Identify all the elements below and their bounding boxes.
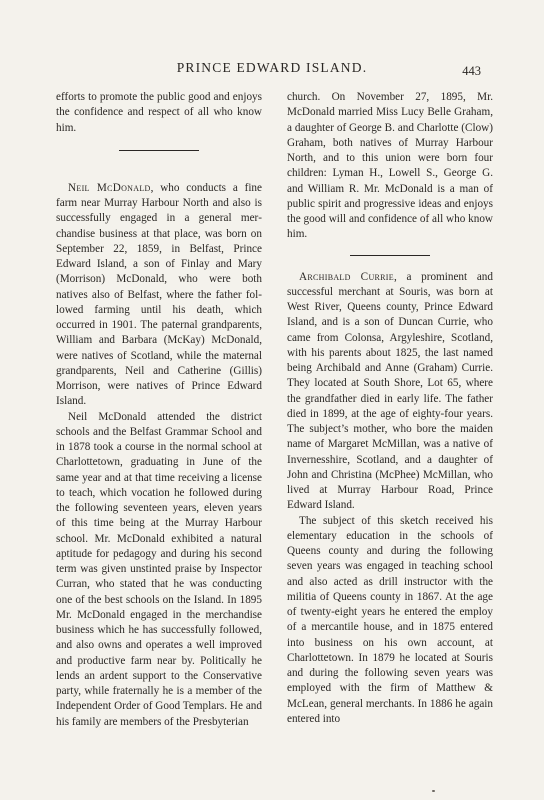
subject-name: Archibald Currie bbox=[299, 270, 394, 283]
currie-bio-paragraph-2: The subject of this sketch received his elementary education in the schools of Queens county and during the following seven years was engaged in teaching school and also acted as drill instructor with the militia of Queens county in 1867. At the age of twenty-eight years he entered the employ of a mercantile house, and in 1875 entered into business on his own account, at Charlottetown. In 1879 he located at Souris and during the following seven years was employed with the firm of Matthew & McLean, general merchants. In 1886 he again entered into bbox=[287, 514, 493, 725]
print-speck bbox=[432, 790, 435, 792]
paragraph-text: , who conducts a fine farm near Murray Harbour North and also is successfully engaged in a general merchandise business at that place, was born on September 22, 1859, in Belfast, Prince Edward Island, a son of Finlay and Mary (Morrison) McDonald, who were both natives also of Belfast, where the father followed farming until his death, which occurred in 1901. The paternal grandparents, William and Barbara (McKay) McDonald, were natives of Scotland, while the maternal grandparents, Neil and Catherine (Gillis) Morrison, were natives of Prince Edward Island. bbox=[56, 181, 262, 408]
section-divider bbox=[119, 150, 199, 151]
mcdonald-bio-paragraph-2: Neil McDonald attended the district schools and the Belfast Grammar School and in 1878 took a course in the normal school at Charlottetown, graduating in June of the same year and at that time receiving a license to teach, which vocation he followed during the following seventeen years, eleven years of this time being at the Murray Harbour school. Mr. McDonald exhibited a natural aptitude for pedagogy and during his second term was given unstinted praise by Inspector Curran, who stated that he was conducting one of the best schools on the Island. In 1895 Mr. McDonald engaged in the merchandise business which he has successfully followed, and also owns and operates a well improved and productive farm near by. Politically he lends an ardent support to the Conservative party, while fraternally he is a member of the Independent Order of Good Templars. He and his family are members of the Presbyterian bbox=[56, 410, 262, 728]
paragraph-text: , a prominent and successful merchant at Souris, was born at West River, Queens county, Prince Edward Island, and is a son of Duncan Currie, who came from Colonsa, Argyleshire, Scotland, with his parents about 1825, the last named being Archibald and Anne (Graham) Currie. They located at South Shore, Lot 65, where the grandfather died in early life. The father died in 1899, at the age of eighty-four years. The subject’s mother, who bore the maiden name of Margaret McMillan, was a native of Invernesshire, Scotland, and a daughter of John and Christina (McPhee) McMillan, who lived at Murray Harbour Road, Prince Edward Island. bbox=[287, 270, 493, 512]
left-column bbox=[56, 90, 262, 730]
section-divider bbox=[350, 255, 430, 256]
currie-bio-paragraph-1 bbox=[287, 270, 493, 514]
subject-name: Neil McDonald bbox=[68, 181, 151, 194]
mcdonald-bio-paragraph-1 bbox=[56, 181, 262, 410]
page-number: 443 bbox=[462, 64, 481, 78]
right-column bbox=[287, 90, 493, 727]
running-title: PRINCE EDWARD ISLAND. bbox=[176, 60, 368, 75]
paragraph-continuation: efforts to promote the public good and enjoys the confidence and respect of all who know him. bbox=[56, 91, 262, 134]
mcdonald-bio-paragraph-3: church. On November 27, 1895, Mr. McDonald married Miss Lucy Belle Graham, a daughter of George B. and Charlotte (Clow) Graham, both natives of Murray Harbour North, and to this union were born four children: Lyman H., Lowell S., George G. and William R. Mr. McDonald is a man of public spirit and progressive ideas and enjoys the good will and confidence of all who know him. bbox=[287, 91, 493, 241]
